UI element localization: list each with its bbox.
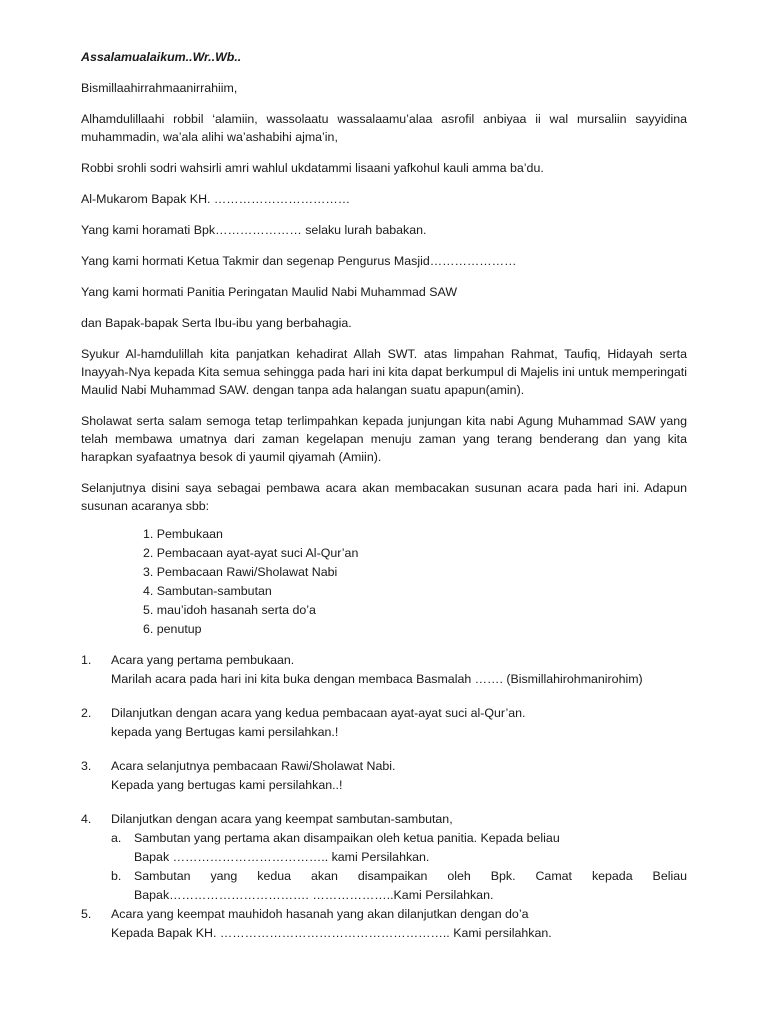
greeting: Assalamualaikum..Wr..Wb.. — [81, 50, 242, 64]
agenda-item: 3. Pembacaan Rawi/Sholawat Nabi — [143, 565, 338, 579]
section-number: 2. — [81, 706, 92, 720]
section-line: Kepada yang bertugas kami persilahkan..! — [111, 778, 343, 792]
subsection-line: Sambutan yang pertama akan disampaikan oleh ketua panitia. Kepada beliau — [134, 831, 560, 845]
agenda-item: 4. Sambutan-sambutan — [143, 584, 272, 598]
subsection-letter: a. — [111, 831, 122, 845]
bismillah: Bismillaahirrahmaanirrahiim, — [81, 81, 238, 95]
sholawat-paragraph: Sholawat serta salam semoga tetap terlimpahkan kepada junjungan kita nabi Agung Muhammad SAW yang telah membawa umatnya dari zaman kegelapan menuju zaman yang terang benderang dan yang kita harapkan syafaatnya besok di yaumil qiyamah (Amiin). — [81, 414, 687, 464]
document-page — [81, 48, 687, 943]
syukur-paragraph: Syukur Al-hamdulillah kita panjatkan kehadirat Allah SWT. atas limpahan Rahmat, Taufiq, Hidayah serta Inayyah-Nya kepada Kita semua sehingga pada hari ini kita dapat berkumpul di Majelis ini untuk memperingati Maulid Nabi Muhammad SAW. dengan tanpa ada halangan suatu apapun(amin). — [81, 347, 687, 397]
section-body — [111, 810, 687, 905]
section-line: Acara selanjutnya pembacaan Rawi/Sholawat Nabi. — [111, 759, 396, 773]
subsection-text — [134, 829, 687, 867]
salutation-takmir: Yang kami hormati Ketua Takmir dan segenap Pengurus Masjid………………… — [81, 254, 517, 268]
section-body — [111, 704, 687, 742]
section-line: Marilah acara pada hari ini kita buka dengan membaca Basmalah ……. (Bismillahirohmanirohim) — [111, 672, 643, 686]
section-2 — [81, 704, 687, 742]
section-number: 3. — [81, 759, 92, 773]
salutation-mukarom: Al-Mukarom Bapak KH. …………………………… — [81, 192, 351, 206]
subsection-text — [134, 867, 687, 905]
subsection-b — [111, 867, 687, 905]
section-line: kepada yang Bertugas kami persilahkan.! — [111, 725, 339, 739]
section-5 — [81, 905, 687, 943]
agenda-intro: Selanjutnya disini saya sebagai pembawa acara akan membacakan susunan acara pada hari ini. Adapun susunan acaranya sbb: — [81, 481, 687, 513]
agenda-item: 5. mau’idoh hasanah serta do’a — [143, 603, 316, 617]
section-line: Dilanjutkan dengan acara yang keempat sambutan-sambutan, — [111, 812, 453, 826]
section-number: 4. — [81, 812, 92, 826]
salutation-lurah: Yang kami horamati Bpk………………… selaku lurah babakan. — [81, 223, 427, 237]
hamdalah-paragraph: Alhamdulillaahi robbil ‘alamiin, wassolaatu wassalaamu’alaa asrofil anbiyaa ii wal mursaliin sayyidina muhammadin, wa’ala alihi wa’ashabihi ajma’in, — [81, 112, 687, 144]
section-body — [111, 905, 687, 943]
section-line: Kepada Bapak KH. ……………………………………………….. Kami persilahkan. — [111, 926, 552, 940]
salutation-hadirin: dan Bapak-bapak Serta Ibu-ibu yang berbahagia. — [81, 316, 352, 330]
salutation-panitia: Yang kami hormati Panitia Peringatan Maulid Nabi Muhammad SAW — [81, 285, 458, 299]
section-body — [111, 757, 687, 795]
section-4 — [81, 810, 687, 905]
section-line: Acara yang pertama pembukaan. — [111, 653, 295, 667]
subsection-a — [111, 829, 687, 867]
robbi-paragraph: Robbi srohli sodri wahsirli amri wahlul ukdatammi lisaani yafkohul kauli amma ba’du. — [81, 161, 544, 175]
agenda-item: 6. penutup — [143, 622, 202, 636]
section-line: Dilanjutkan dengan acara yang kedua pembacaan ayat-ayat suci al-Qur’an. — [111, 706, 526, 720]
subsection-line: Bapak ……………………………….. kami Persilahkan. — [134, 850, 430, 864]
section-number: 5. — [81, 907, 92, 921]
agenda-list — [143, 525, 687, 639]
section-number: 1. — [81, 653, 92, 667]
agenda-item: 2. Pembacaan ayat-ayat suci Al-Qur’an — [143, 546, 359, 560]
agenda-item: 1. Pembukaan — [143, 527, 223, 541]
subsection-letter: b. — [111, 869, 122, 883]
section-body — [111, 651, 687, 689]
section-line: Acara yang keempat mauhidoh hasanah yang akan dilanjutkan dengan do’a — [111, 907, 529, 921]
subsection-line: Bapak……………………………. ………………..Kami Persilahkan. — [134, 888, 494, 902]
section-3 — [81, 757, 687, 795]
section-1 — [81, 651, 687, 689]
subsection-line: Sambutan yang kedua akan disampaikan oleh Bpk. Camat kepada Beliau — [134, 869, 687, 883]
